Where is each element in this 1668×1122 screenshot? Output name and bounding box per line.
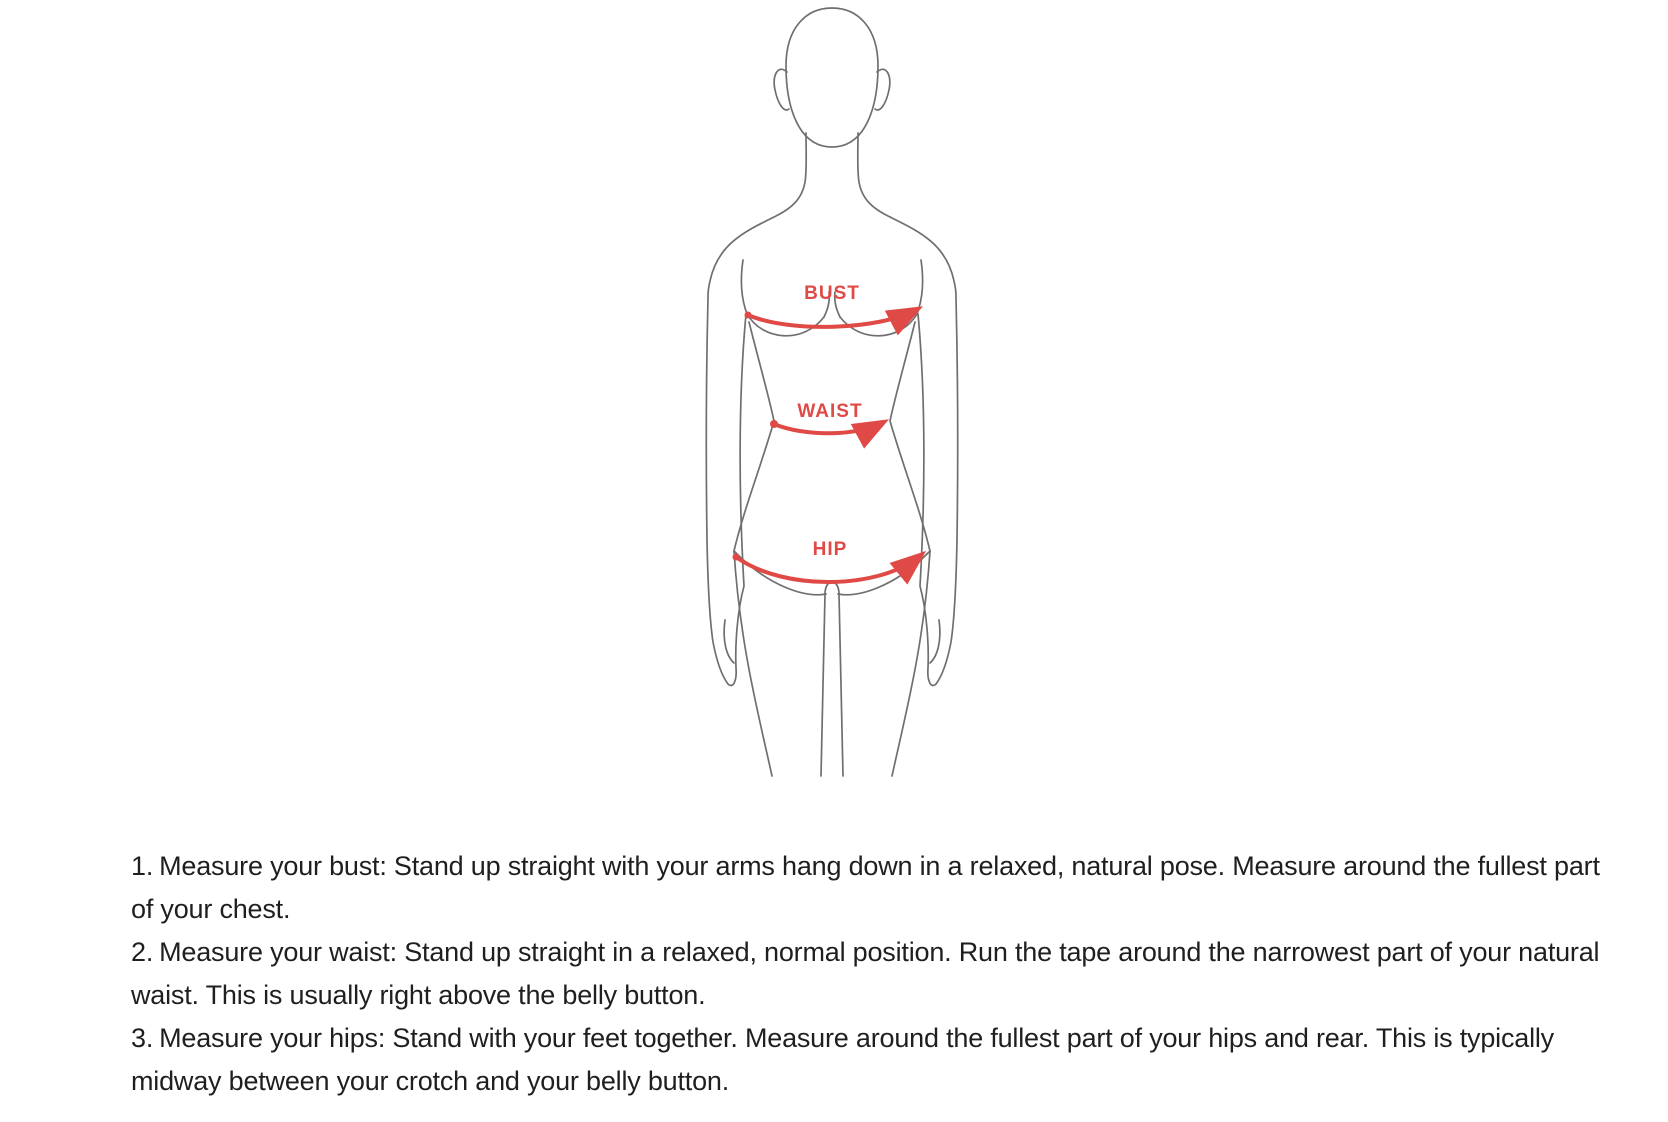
instruction-number: 3. — [131, 1023, 154, 1053]
bust-measure-arrow — [745, 310, 917, 327]
instruction-text: Measure your bust: Stand up straight with your arms hang down in a relaxed, natural pose. Measure around the fullest part of your chest. — [131, 851, 1600, 924]
hip-label: HIP — [812, 539, 848, 560]
body-measurement-diagram — [640, 0, 1040, 800]
instruction-text: Measure your waist: Stand up straight in a relaxed, normal position. Run the tape around the narrowest part of your natural waist. This is usually right above the belly button. — [131, 937, 1600, 1010]
female-figure-illustration — [640, 0, 1040, 800]
bust-label: BUST — [804, 283, 860, 304]
instruction-item-bust — [131, 845, 1609, 931]
instruction-item-waist — [131, 931, 1609, 1017]
instruction-text: Measure your hips: Stand with your feet together. Measure around the fullest part of your hips and rear. This is typically midway between your crotch and your belly button. — [131, 1023, 1554, 1096]
measurement-instructions — [131, 845, 1609, 1103]
instruction-item-hips — [131, 1017, 1609, 1103]
waist-label: WAIST — [797, 401, 863, 422]
body-outline — [706, 8, 957, 776]
instruction-number: 1. — [131, 851, 154, 881]
instruction-number: 2. — [131, 937, 154, 967]
